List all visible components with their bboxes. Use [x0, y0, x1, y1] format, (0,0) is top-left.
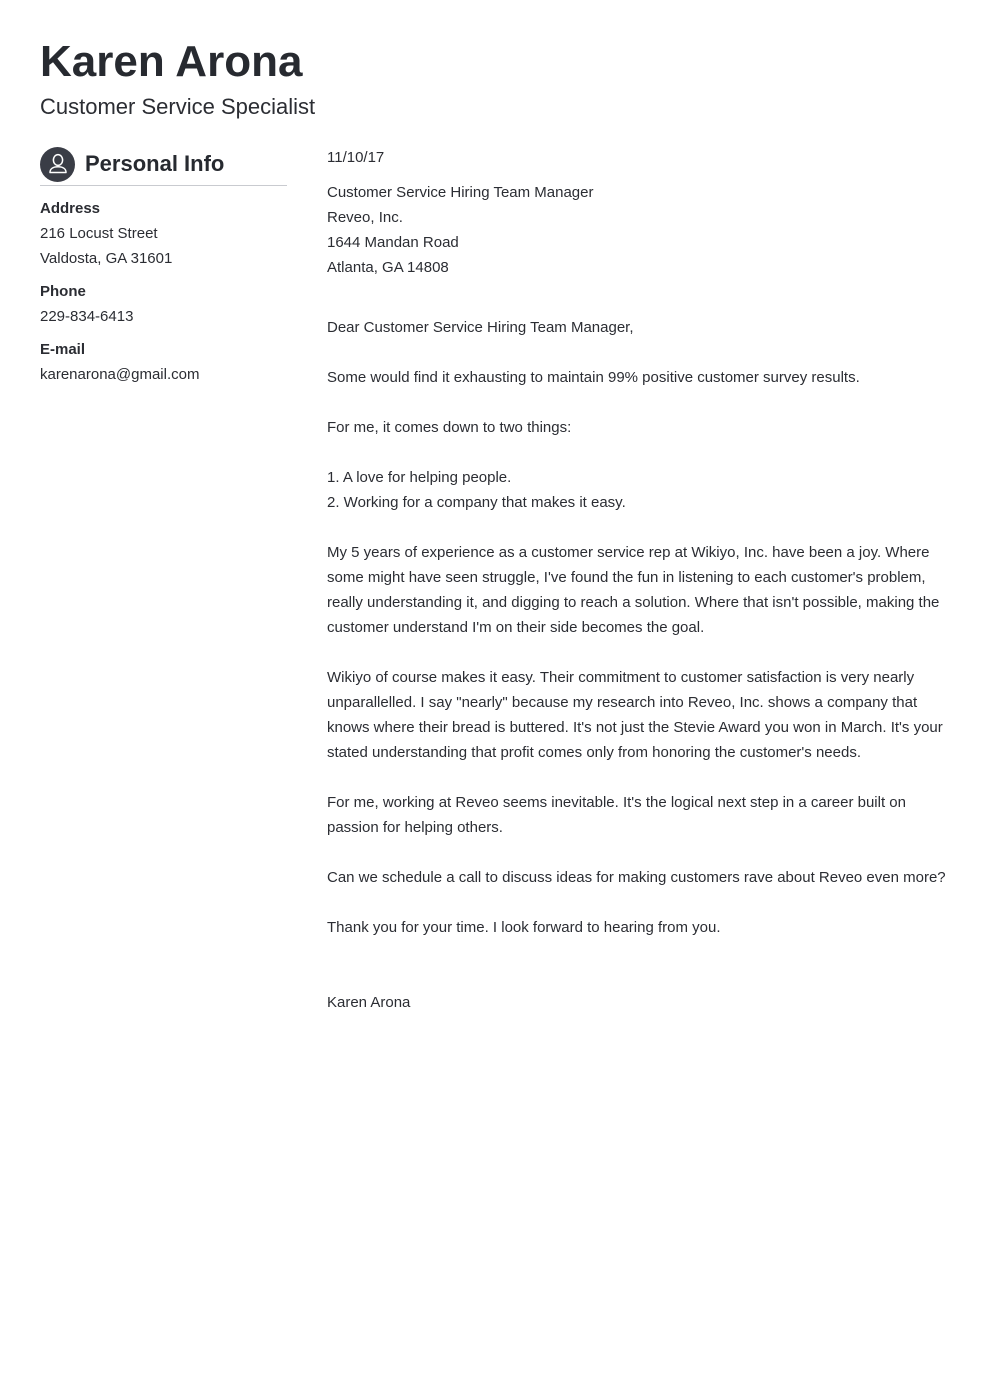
person-icon	[40, 147, 75, 182]
list-item: 1. A love for helping people.	[327, 469, 512, 486]
numbered-list	[327, 465, 957, 515]
email-value: karenarona@gmail.com	[40, 366, 200, 383]
recipient-block	[327, 180, 957, 280]
address-label: Address	[40, 200, 101, 217]
address-line-2: Valdosta, GA 31601	[40, 250, 173, 267]
phone-group	[40, 279, 287, 329]
paragraph: Thank you for your time. I look forward to hearing from you.	[327, 919, 721, 936]
recipient-line: Reveo, Inc.	[327, 209, 403, 226]
phone-label: Phone	[40, 283, 86, 300]
email-label: E-mail	[40, 341, 86, 358]
paragraph: Can we schedule a call to discuss ideas for making customers rave about Reveo even more?	[327, 869, 946, 886]
section-title: Personal Info	[85, 151, 225, 176]
phone-value: 229-834-6413	[40, 308, 134, 325]
signature: Karen Arona	[327, 994, 411, 1011]
address-line-1: 216 Locust Street	[40, 225, 158, 242]
job-title: Customer Service Specialist	[40, 94, 316, 119]
letter-date: 11/10/17	[327, 149, 385, 166]
greeting: Dear Customer Service Hiring Team Manager,	[327, 319, 634, 336]
paragraph: Some would find it exhausting to maintain 99% positive customer survey results.	[327, 369, 860, 386]
applicant-name: Karen Arona	[40, 37, 303, 86]
section-divider	[40, 185, 287, 186]
personal-info-sidebar	[40, 146, 287, 387]
recipient-line: Customer Service Hiring Team Manager	[327, 184, 594, 201]
email-group	[40, 337, 287, 387]
paragraph: For me, working at Reveo seems inevitable. It's the logical next step in a career built on passion for helping others.	[327, 794, 906, 836]
recipient-line: 1644 Mandan Road	[327, 234, 459, 251]
recipient-line: Atlanta, GA 14808	[327, 259, 449, 276]
address-group	[40, 196, 287, 271]
paragraph: My 5 years of experience as a customer service rep at Wikiyo, Inc. have been a joy. Where some might have seen struggle, I've found the fun in listening to each customer's problem, really understanding it, and digging to reach a solution. Where that isn't possible, making the customer understand I'm on their side becomes the goal.	[327, 544, 940, 636]
paragraph: Wikiyo of course makes it easy. Their commitment to customer satisfaction is very nearly unparallelled. I say "nearly" because my research into Reveo, Inc. shows a company that knows where their bread is buttered. It's not just the Stevie Award you won in March. It's your stated understanding that profit comes only from honoring the customer's needs.	[327, 669, 943, 761]
list-item: 2. Working for a company that makes it easy.	[327, 494, 626, 511]
letter-body	[327, 145, 957, 1015]
paragraph: For me, it comes down to two things:	[327, 419, 572, 436]
personal-info-header	[40, 146, 287, 182]
